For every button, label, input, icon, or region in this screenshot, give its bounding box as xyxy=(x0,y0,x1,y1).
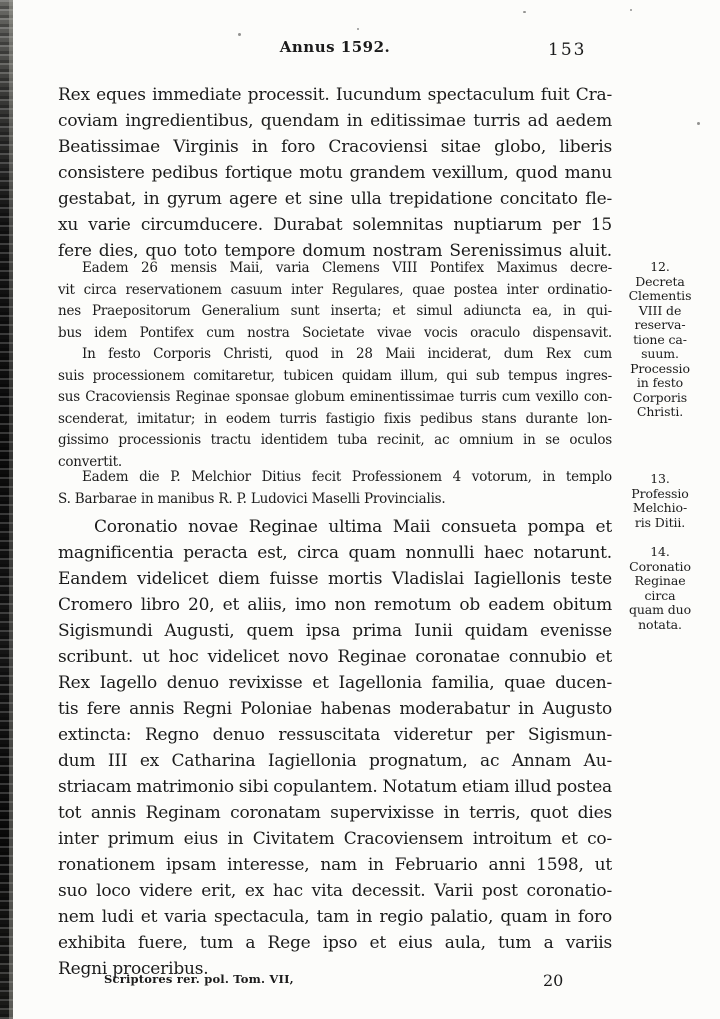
paragraph-main-coronatio xyxy=(58,514,612,982)
page-number: 153 xyxy=(548,40,587,60)
text-line: circa xyxy=(644,587,676,603)
text-line: ronationem ipsam interesse, nam in Februario anni 1598, ut xyxy=(58,855,612,875)
text-line: striacam matrimonio sibi copulantem. Notatum etiam illud postea xyxy=(58,777,612,797)
text-line: S. Barbarae in manibus R. P. Ludovici Maselli Provincialis. xyxy=(58,490,446,507)
text-line: VIII de xyxy=(638,302,682,318)
text-line: Sigismundi Augusti, quem ipsa prima Iunii quidam evenisse xyxy=(58,621,612,641)
text-line: Rex eques immediate processit. Iucundum spectaculum fuit Cra- xyxy=(58,85,612,105)
text-line: consistere pedibus fortique motu grandem vexillum, quod manu xyxy=(58,163,612,183)
margin-note-12 xyxy=(610,260,710,420)
text-line: dum III ex Catharina Iagiellonia prognatum, ac Annam Au- xyxy=(58,751,612,771)
text-line: suum. xyxy=(641,346,679,361)
text-line: Reginae xyxy=(634,573,686,588)
running-header: Annus 1592. xyxy=(279,38,391,56)
margin-note-14 xyxy=(610,545,710,632)
scan-speck xyxy=(238,33,241,36)
text-line: in festo xyxy=(636,375,684,390)
text-line: quam duo xyxy=(628,602,692,617)
text-line: Coronatio xyxy=(629,558,691,574)
text-line: exhibita fuere, tum a Rege ipso et eius aula, tum a variis xyxy=(58,933,612,953)
text-line: ris Ditii. xyxy=(634,514,686,530)
text-line: Eadem die P. Melchior Ditius fecit Professionem 4 votorum, in templo xyxy=(82,469,612,485)
scan-speck xyxy=(630,9,632,11)
text-line: tis fere annis Regni Poloniae habenas moderabatur in Augusto xyxy=(58,699,612,719)
text-line: Corporis xyxy=(632,389,688,405)
text-line: nem ludi et varia spectacula, tam in regio palatio, quam in foro xyxy=(58,907,612,927)
text-line: fere dies, quo toto tempore domum nostram Serenissimus aluit. xyxy=(58,241,612,261)
text-line: nes Praepositorum Generalium sunt inserta; et simul adiuncta ea, in qui- xyxy=(58,303,612,319)
text-line: scribunt. ut hoc videlicet novo Reginae coronatae connubio et xyxy=(58,647,612,667)
text-line: gestabat, in gyrum agere et sine ulla trepidatione concitato fle- xyxy=(58,189,612,209)
text-line: vit circa reservationem casuum inter Regulares, quae postea inter ordinatio- xyxy=(58,281,612,298)
text-line: Eadem 26 mensis Maii, varia Clemens VIII Pontifex Maximus decre- xyxy=(82,260,612,276)
text-line: Decreta xyxy=(635,273,685,289)
text-line: extincta: Regno denuo ressuscitata videretur per Sigismun- xyxy=(58,725,612,745)
scan-gutter-artifact xyxy=(0,0,13,1019)
text-line: suis processionem comitaretur, tubicen quidam illum, qui sub tempus ingres- xyxy=(58,367,612,384)
paragraph-inset-professio xyxy=(58,467,612,510)
text-line: Clementis xyxy=(628,288,692,303)
text-line: Regni proceribus. xyxy=(58,959,209,979)
text-line: coviam ingredientibus, quendam in editissimae turris ad aedem xyxy=(58,111,612,131)
scan-speck xyxy=(357,28,359,30)
paragraph-inset-decreta xyxy=(58,258,612,344)
text-line: tione ca- xyxy=(633,331,687,347)
text-line: convertit. xyxy=(58,453,122,470)
text-line: 14. xyxy=(650,544,670,559)
text-line: magnificentia peracta est, circa quam nonnulli haec notarunt. xyxy=(58,543,612,563)
text-line: suo loco videre erit, ex hac vita decessit. Varii post coronatio- xyxy=(58,881,612,901)
text-line: In festo Corporis Christi, quod in 28 Maii inciderat, dum Rex cum xyxy=(82,346,612,362)
paragraph-main-1 xyxy=(58,82,612,264)
text-line: Cromero libro 20, et aliis, imo non remotum ob eadem obitum xyxy=(58,595,612,615)
text-line: Christi. xyxy=(636,404,684,419)
text-line: tot annis Reginam coronatam supervixisse in terris, quot dies xyxy=(58,803,612,823)
text-line: Beatissimae Virginis in foro Cracoviensi sitae globo, liberis xyxy=(58,137,612,157)
text-line: 13. xyxy=(650,471,670,486)
text-line: bus idem Pontifex cum nostra Societate vivae vocis oraculo dispensavit. xyxy=(58,324,612,341)
text-line: notata. xyxy=(638,616,682,632)
text-line: Processio xyxy=(630,360,690,376)
paragraph-inset-processio xyxy=(58,344,612,473)
text-line: Melchio- xyxy=(632,500,688,515)
text-line: 12. xyxy=(650,259,670,274)
text-line: Coronatio novae Reginae ultima Maii consueta pompa et xyxy=(94,517,612,537)
text-line: reserva- xyxy=(634,317,686,332)
text-line: xu varie circumducere. Durabat solemnitas nuptiarum per 15 xyxy=(58,215,612,235)
text-line: inter primum eius in Civitatem Cracoviensem introitum et co- xyxy=(58,829,612,849)
text-line: Rex Iagello denuo revixisse et Iagellonia familia, quae ducen- xyxy=(58,673,612,693)
text-line: Professio xyxy=(631,485,689,501)
text-line: scenderat, imitatur; in eodem turris fastigio fixis pedibus stans durante lon- xyxy=(58,410,612,427)
margin-note-13 xyxy=(610,472,710,530)
scan-speck xyxy=(697,122,700,125)
text-line: gissimo processionis tractu identidem tuba recinit, ac omnium in se oculos xyxy=(58,432,612,448)
text-line: Eandem videlicet diem fuisse mortis Vladislai Iagiellonis teste xyxy=(58,569,612,589)
text-line: sus Cracoviensis Reginae sponsae globum eminentissimae turris cum vexillo con- xyxy=(58,389,612,405)
signature-mark: 20 xyxy=(543,971,564,990)
footer-imprint: Scriptores rer. pol. Tom. VII, xyxy=(104,972,294,986)
scan-speck xyxy=(523,11,526,13)
